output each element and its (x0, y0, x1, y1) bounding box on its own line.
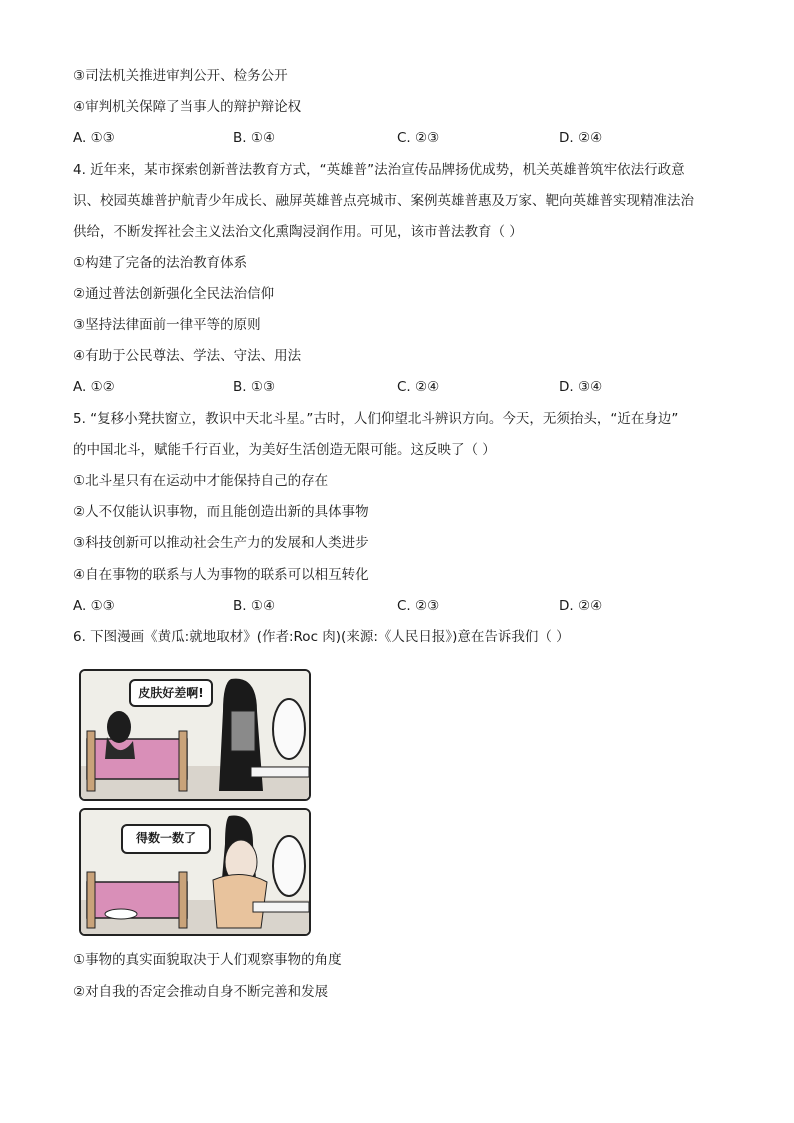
q4-item-1: ①构建了完备的法治教育体系 (73, 255, 248, 271)
q3-option-c: C. ②③ (397, 130, 440, 146)
q5-stem-line-2: 的中国北斗，赋能千行百业，为美好生活创造无限可能。这反映了（ ） (73, 442, 496, 458)
comic-panel-1 (79, 669, 311, 801)
q5-option-c: C. ②③ (397, 598, 440, 614)
q3-option-b: B. ①④ (233, 130, 276, 146)
q3-option-d: D. ②④ (559, 130, 603, 146)
q6-item-1: ①事物的真实面貌取决于人们观察事物的角度 (73, 952, 342, 968)
q3-item-3: ③司法机关推进审判公开、检务公开 (73, 68, 288, 84)
q4-option-b: B. ①③ (233, 379, 276, 395)
q4-stem-line-3: 供给，不断发挥社会主义法治文化熏陶浸润作用。可见，该市普法教育（ ） (73, 224, 523, 240)
q4-option-d: D. ③④ (559, 379, 603, 395)
q5-item-2: ②人不仅能认识事物，而且能创造出新的具体事物 (73, 504, 369, 520)
q5-item-4: ④自在事物的联系与人为事物的联系可以相互转化 (73, 567, 369, 583)
q5-option-d: D. ②④ (559, 598, 603, 614)
q4-option-c: C. ②④ (397, 379, 440, 395)
q6-stem-line-1: 6. 下图漫画《黄瓜:就地取材》(作者:Roc 肉)(来源:《人民日报》)意在告诉我们（ ） (73, 629, 570, 645)
q5-option-a: A. ①③ (73, 598, 115, 614)
speech-bubble-2: 得数一数了 (121, 824, 211, 854)
q4-option-a: A. ①② (73, 379, 115, 395)
q5-options (73, 596, 713, 616)
q4-stem-line-1: 4. 近年来，某市探索创新普法教育方式，“英雄普”法治宣传品牌扬优成势，机关英雄普筑牢依法行政意 (73, 162, 685, 178)
q5-stem-line-1: 5. “复移小凳扶窗立，教识中天北斗星。”古时，人们仰望北斗辨识方向。今天，无须抬头，“近在身边” (73, 411, 679, 427)
q5-option-b: B. ①④ (233, 598, 276, 614)
q5-item-3: ③科技创新可以推动社会生产力的发展和人类进步 (73, 535, 369, 551)
q4-stem-line-2: 识、校园英雄普护航青少年成长、融屏英雄普点亮城市、案例英雄普惠及万家、靶向英雄普实现精准法治 (73, 193, 694, 209)
q3-option-a: A. ①③ (73, 130, 115, 146)
q5-item-1: ①北斗星只有在运动中才能保持自己的存在 (73, 473, 329, 489)
q6-item-2: ②对自我的否定会推动自身不断完善和发展 (73, 984, 329, 1000)
speech-bubble-1: 皮肤好差啊! (129, 679, 213, 707)
comic-panel-2 (79, 808, 311, 936)
q4-item-4: ④有助于公民尊法、学法、守法、用法 (73, 348, 302, 364)
q4-item-3: ③坚持法律面前一律平等的原则 (73, 317, 261, 333)
q3-options (73, 128, 713, 148)
q4-item-2: ②通过普法创新强化全民法治信仰 (73, 286, 275, 302)
q3-item-4: ④审判机关保障了当事人的辩护辩论权 (73, 99, 302, 115)
q4-options (73, 377, 713, 397)
